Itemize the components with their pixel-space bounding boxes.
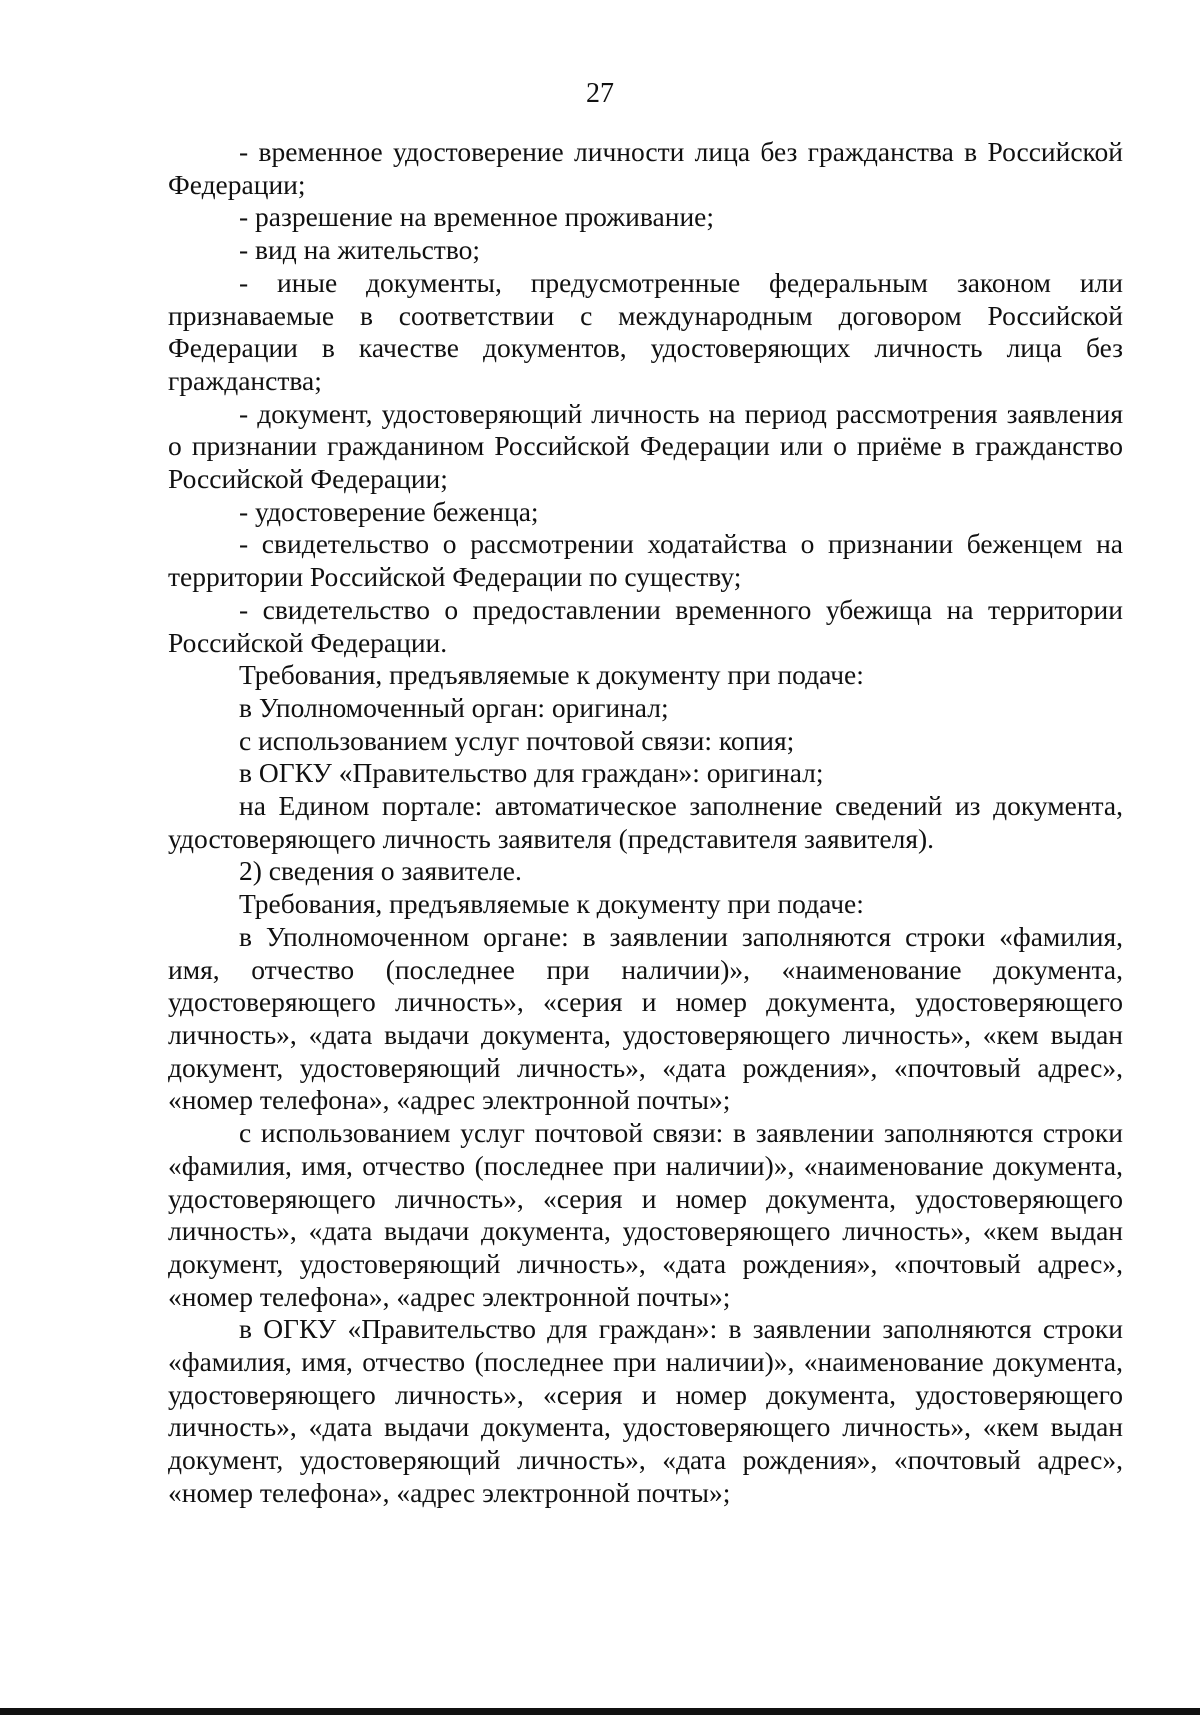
paragraph-postal-copy: с использованием услуг почтовой связи: копия; (239, 724, 795, 756)
paragraph-requirements-heading-2: Требования, предъявляемые к документу при подаче: (239, 888, 864, 920)
page-number: 27 (586, 78, 614, 109)
paragraph-other-documents: - иные документы, предусмотренные федеральным законом или признаваемые в соответствии с международным договором Российской Федерации в качестве документов, удостоверяющих личность лица без гражданства; (168, 266, 1123, 396)
paragraph-temporary-asylum-certificate: - свидетельство о предоставлении временного убежища на территории Российской Федерации. (168, 593, 1123, 658)
scan-edge-bar (0, 1708, 1200, 1715)
paragraph-applicant-info: 2) сведения о заявителе. (239, 855, 522, 887)
paragraph-refugee-petition-certificate: - свидетельство о рассмотрении ходатайства о признании беженцем на территории Российской Федерации по существу; (168, 528, 1123, 593)
paragraph-refugee-certificate: - удостоверение беженца; (239, 495, 539, 527)
paragraph-authorized-body-fields: в Уполномоченном органе: в заявлении заполняются строки «фамилия, имя, отчество (последнее при наличии)», «наименование документа, удостоверяющего личность», «серия и номер документа, удостоверяющего личность», «дата выдачи документа, удостоверяющего личность», «кем выдан документ, удостоверяющий личность», «дата рождения», «почтовый адрес», «номер телефона», «адрес электронной почты»; (168, 920, 1123, 1116)
paragraph-unified-portal: на Едином портале: автоматическое заполнение сведений из документа, удостоверяющего личность заявителя (представителя заявителя). (168, 790, 1123, 854)
document-body (168, 136, 1123, 1510)
paragraph-residence-permit: - вид на жительство; (239, 234, 481, 266)
paragraph-temporary-residence-permit: - разрешение на временное проживание; (239, 201, 715, 233)
paragraph-ogku-original: в ОГКУ «Правительство для граждан»: оригинал; (239, 757, 824, 789)
paragraph-requirements-heading: Требования, предъявляемые к документу при подаче: (239, 659, 864, 691)
paragraph-ogku-fields: в ОГКУ «Правительство для граждан»: в заявлении заполняются строки «фамилия, имя, отчество (последнее при наличии)», «наименование документа, удостоверяющего личность», «серия и номер документа, удостоверяющего личность», «дата выдачи документа, удостоверяющего личность», «кем выдан документ, удостоверяющий личность», «дата рождения», «почтовый адрес», «номер телефона», «адрес электронной почты»; (168, 1313, 1123, 1508)
paragraph-postal-fields: с использованием услуг почтовой связи: в заявлении заполняются строки «фамилия, имя, отчество (последнее при наличии)», «наименование документа, удостоверяющего личность», «серия и номер документа, удостоверяющего личность», «дата выдачи документа, удостоверяющего личность», «кем выдан документ, удостоверяющий личность», «дата рождения», «почтовый адрес», «номер телефона», «адрес электронной почты»; (168, 1117, 1123, 1312)
paragraph-review-period-document: - документ, удостоверяющий личность на период рассмотрения заявления о признании гражданином Российской Федерации или о приёме в гражданство Российской Федерации; (168, 397, 1123, 495)
paragraph-temporary-id: - временное удостоверение личности лица без гражданства в Российской Федерации; (168, 136, 1123, 200)
paragraph-authorized-body-original: в Уполномоченный орган: оригинал; (239, 691, 669, 723)
